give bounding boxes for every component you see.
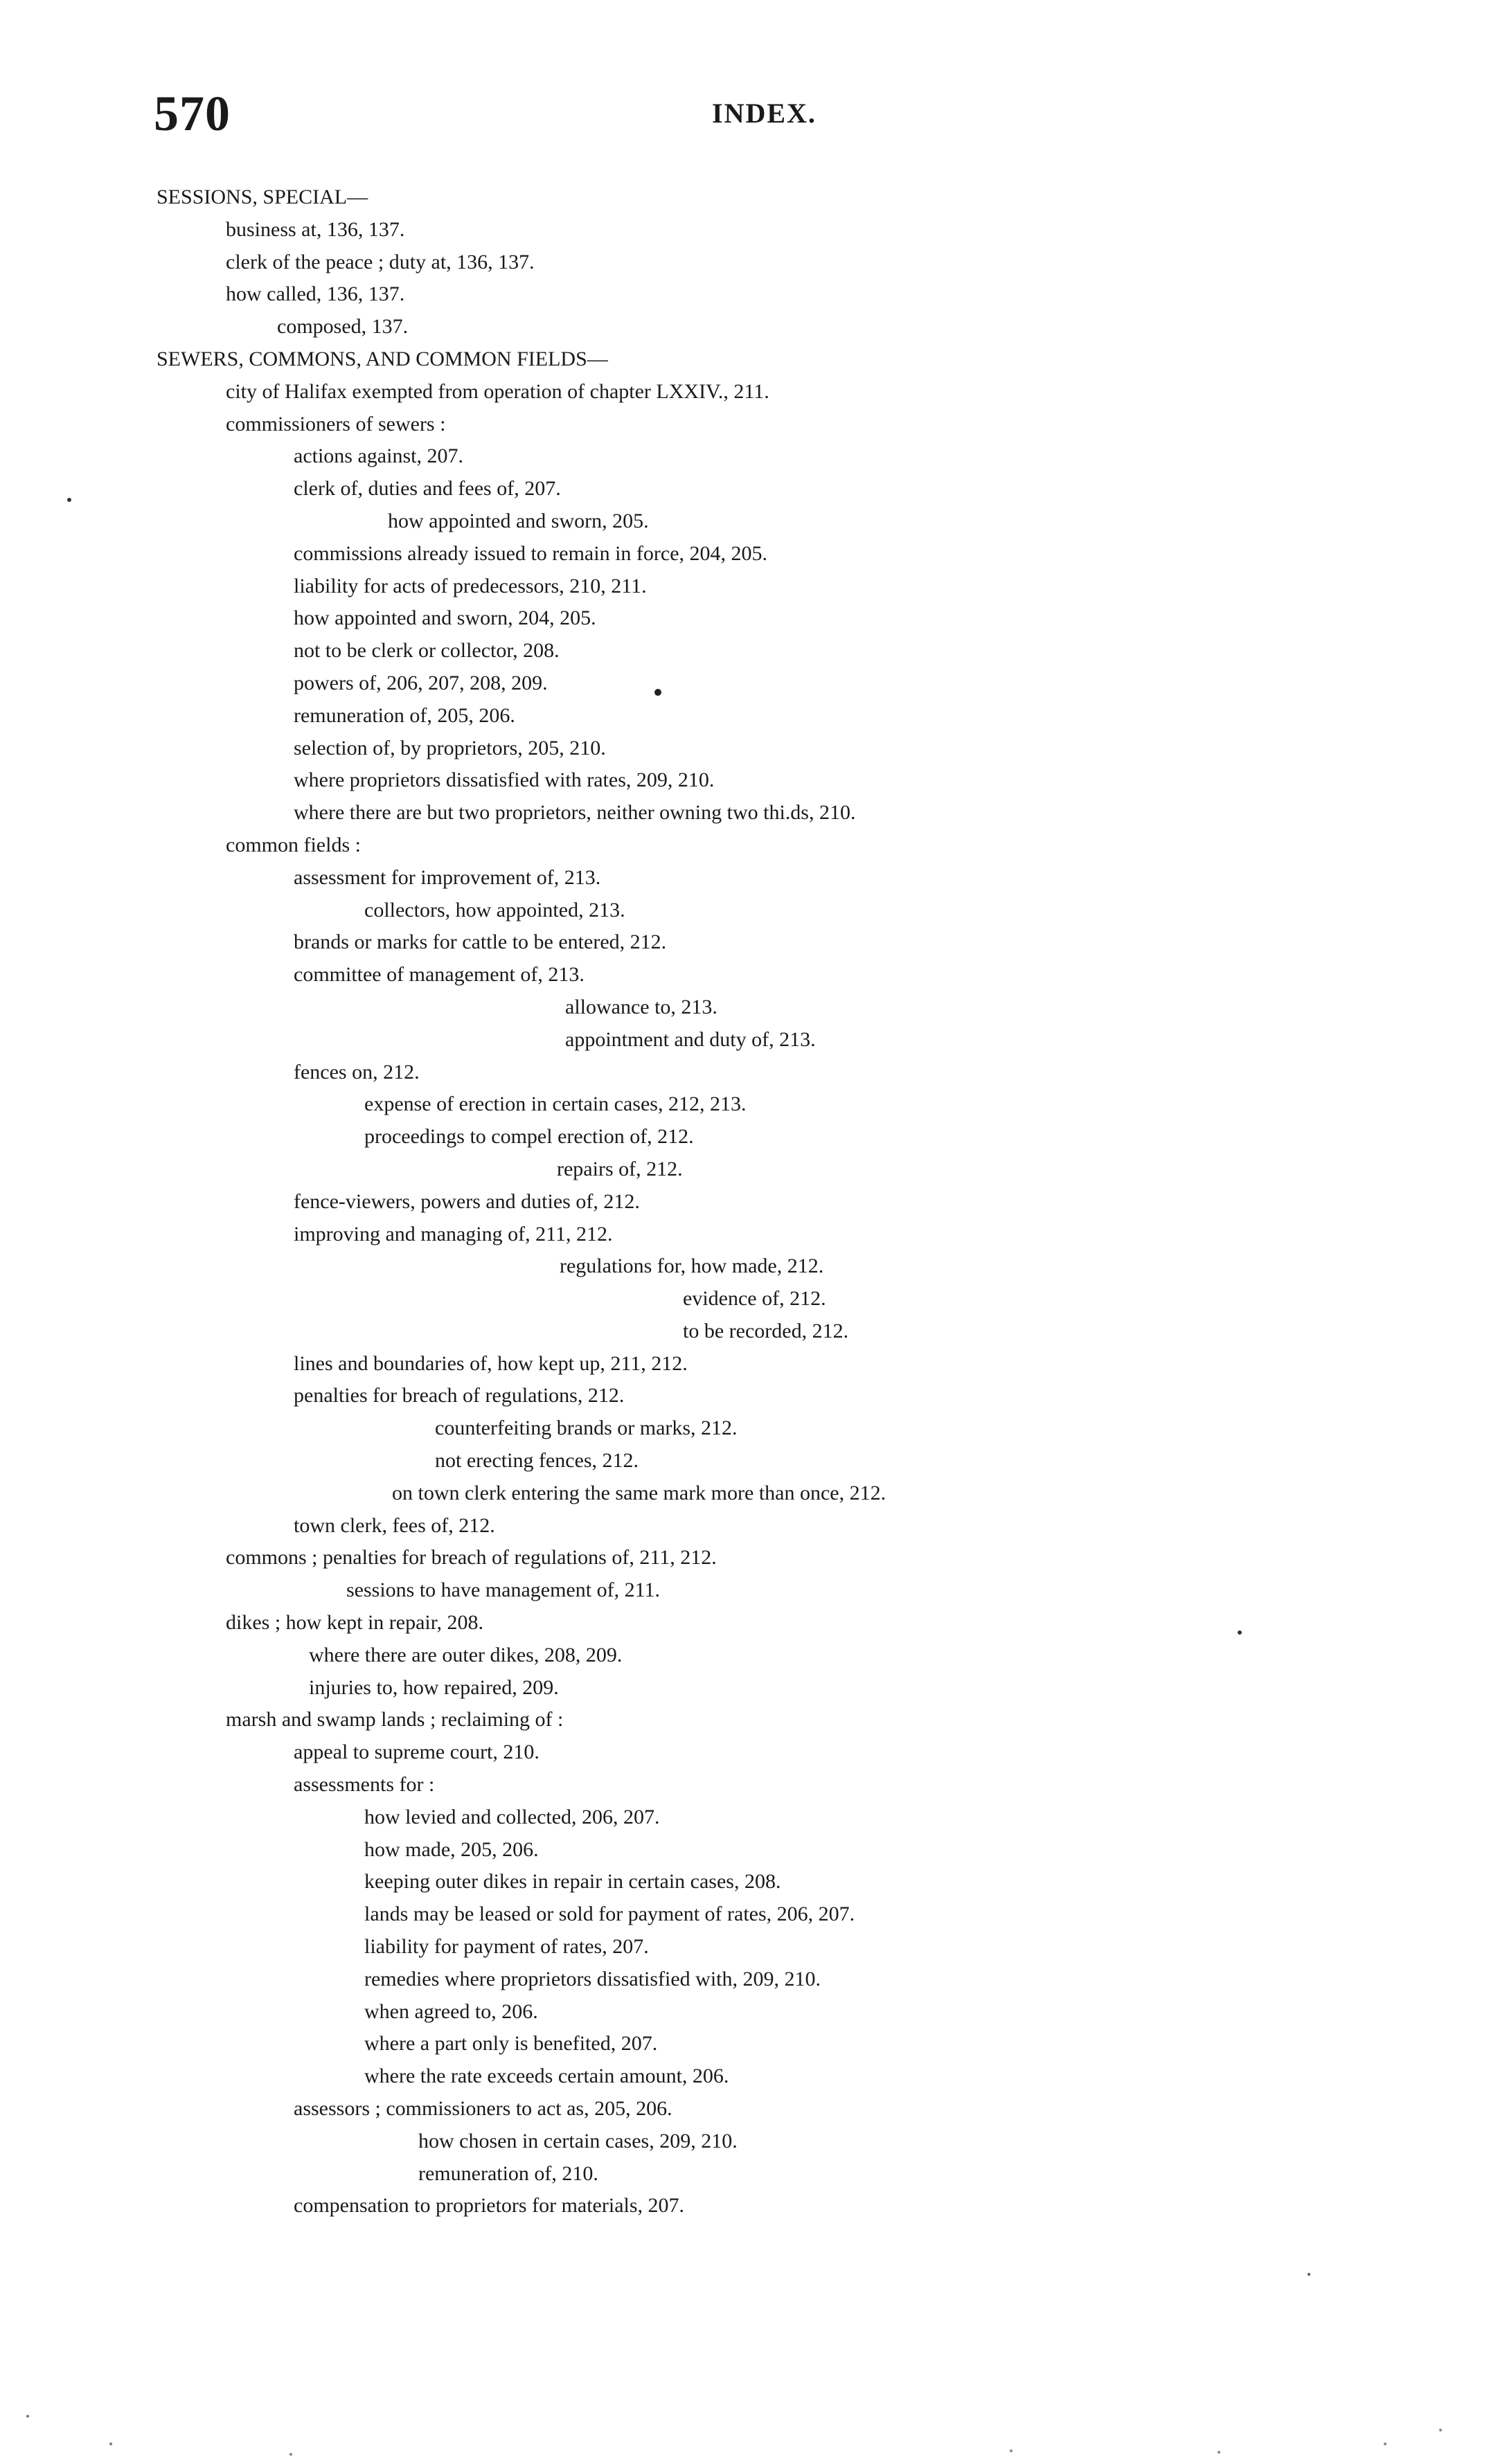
index-entry: fence-viewers, powers and duties of, 212.: [294, 1189, 640, 1213]
index-entry: how chosen in certain cases, 209, 210.: [418, 2129, 738, 2152]
index-entry: assessment for improvement of, 213.: [294, 865, 601, 889]
index-entry: collectors, how appointed, 213.: [364, 898, 625, 921]
scan-speck: [1218, 2451, 1220, 2454]
index-entry: appointment and duty of, 213.: [565, 1027, 816, 1051]
scan-speck: [1439, 2429, 1442, 2431]
index-entry: on town clerk entering the same mark more than once, 212.: [392, 1481, 886, 1504]
index-entry: fences on, 212.: [294, 1060, 420, 1083]
index-entry: clerk of the peace ; duty at, 136, 137.: [226, 250, 535, 273]
index-entry: penalties for breach of regulations, 212.: [294, 1384, 625, 1408]
index-entry: liability for acts of predecessors, 210, 211.: [294, 574, 647, 597]
index-entry: expense of erection in certain cases, 212, 213.: [364, 1092, 747, 1116]
index-entry: appeal to supreme court, 210.: [294, 1741, 540, 1764]
index-entry: how appointed and sworn, 204, 205.: [294, 606, 596, 630]
index-entry: not to be clerk or collector, 208.: [294, 639, 560, 663]
index-heading: SESSIONS, SPECIAL—: [157, 186, 368, 208]
index-entry: keeping outer dikes in repair in certain cases, 208.: [364, 1870, 781, 1894]
running-head: INDEX.: [712, 98, 817, 129]
index-entry: committee of management of, 213.: [294, 963, 585, 987]
scan-speck: [1010, 2449, 1013, 2452]
index-entry: sessions to have management of, 211.: [346, 1579, 660, 1602]
scan-speck: [1308, 2273, 1310, 2276]
index-entry: city of Halifax exempted from operation of chapter LXXIV., 211.: [226, 379, 769, 403]
index-entry: proceedings to compel erection of, 212.: [364, 1125, 694, 1149]
index-entry: improving and managing of, 211, 212.: [294, 1222, 613, 1246]
index-entry: where proprietors dissatisfied with rates, 209, 210.: [294, 768, 715, 792]
index-entry: assessors ; commissioners to act as, 205, 206.: [294, 2097, 672, 2121]
index-entry: where there are but two proprietors, neither owning two thi.ds, 210.: [294, 801, 856, 825]
index-entry: actions against, 207.: [294, 444, 463, 468]
index-entry: remuneration of, 210.: [418, 2161, 598, 2185]
index-entry: evidence of, 212.: [683, 1287, 826, 1311]
index-entry: remuneration of, 205, 206.: [294, 703, 515, 727]
scan-speck: [26, 2415, 29, 2418]
index-entry: when agreed to, 206.: [364, 1999, 538, 2023]
index-entry: lines and boundaries of, how kept up, 211, 212.: [294, 1351, 688, 1375]
scan-speck: [109, 2443, 112, 2445]
page-number: 570: [154, 86, 231, 141]
index-entry: common fields :: [226, 833, 361, 856]
index-entry: compensation to proprietors for materials, 207.: [294, 2194, 685, 2218]
index-entry: where the rate exceeds certain amount, 206.: [364, 2065, 729, 2088]
index-entry: how levied and collected, 206, 207.: [364, 1805, 660, 1828]
index-entry: regulations for, how made, 212.: [560, 1255, 824, 1278]
index-entry: where there are outer dikes, 208, 209.: [309, 1643, 623, 1666]
index-entry: how made, 205, 206.: [364, 1837, 539, 1861]
index-entry: repairs of, 212.: [557, 1157, 683, 1180]
index-entry: lands may be leased or sold for payment of rates, 206, 207.: [364, 1903, 855, 1926]
index-entry: how called, 136, 137.: [226, 282, 405, 306]
scan-speck: [1384, 2443, 1387, 2445]
index-entry: business at, 136, 137.: [226, 217, 405, 241]
index-entry: dikes ; how kept in repair, 208.: [226, 1611, 484, 1635]
scan-speck: [289, 2453, 292, 2456]
index-entry: clerk of, duties and fees of, 207.: [294, 477, 561, 501]
index-entry: commissions already issued to remain in force, 204, 205.: [294, 541, 768, 565]
index-entry: town clerk, fees of, 212.: [294, 1513, 495, 1537]
index-entry: where a part only is benefited, 207.: [364, 2032, 658, 2056]
index-entry: selection of, by proprietors, 205, 210.: [294, 736, 606, 759]
index-entry: counterfeiting brands or marks, 212.: [435, 1417, 738, 1440]
index-heading: SEWERS, COMMONS, AND COMMON FIELDS—: [157, 347, 608, 370]
index-entry: remedies where proprietors dissatisfied with, 209, 210.: [364, 1967, 821, 1990]
index-entry: how appointed and sworn, 205.: [388, 509, 649, 532]
index-entry: allowance to, 213.: [565, 995, 717, 1018]
index-entry: powers of, 206, 207, 208, 209.: [294, 671, 548, 694]
index-entry: assessments for :: [294, 1773, 435, 1797]
index-entry: commons ; penalties for breach of regulations of, 211, 212.: [226, 1546, 717, 1570]
index-entry: brands or marks for cattle to be entered, 212.: [294, 930, 667, 954]
index-entry: to be recorded, 212.: [683, 1319, 849, 1342]
index-entry: composed, 137.: [277, 315, 409, 339]
index-entry: commissioners of sewers :: [226, 412, 446, 435]
index-entry: liability for payment of rates, 207.: [364, 1935, 649, 1959]
index-entry: injuries to, how repaired, 209.: [309, 1675, 559, 1699]
index-entries: [0, 181, 1489, 2222]
index-entry: not erecting fences, 212.: [435, 1449, 639, 1473]
index-entry: marsh and swamp lands ; reclaiming of :: [226, 1708, 564, 1732]
